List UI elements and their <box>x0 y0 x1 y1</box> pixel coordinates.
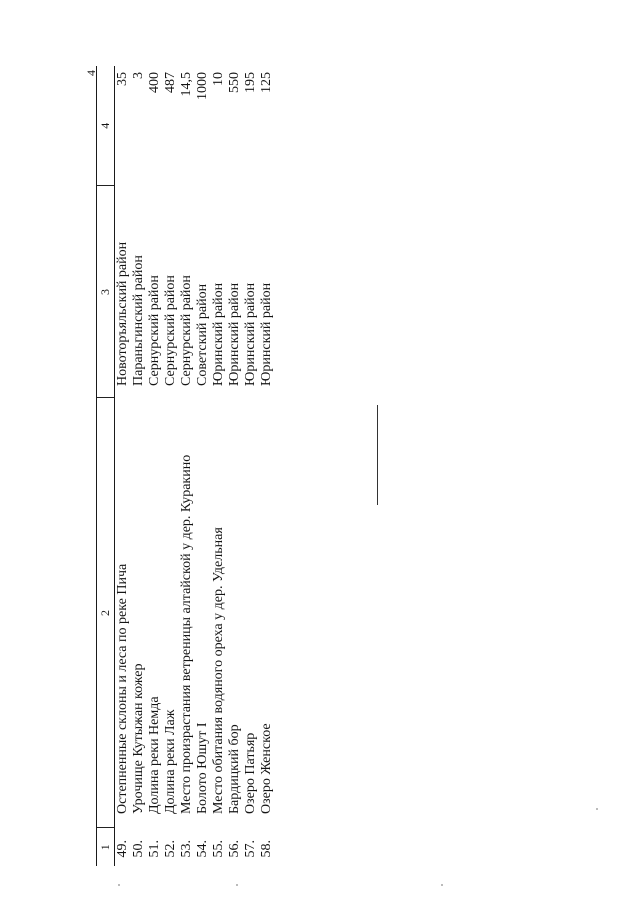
area-value: 35 <box>115 72 130 86</box>
district: Юринский район <box>227 282 242 386</box>
table-row <box>163 66 179 866</box>
district: Параньгинский район <box>131 255 146 386</box>
row-number: 54. <box>195 840 210 858</box>
signature-line <box>377 405 378 505</box>
scan-speck <box>236 884 238 886</box>
area-value: 14,5 <box>179 72 194 97</box>
district: Юринский район <box>211 282 226 386</box>
area-value: 550 <box>227 72 242 93</box>
site-name: Озеро Женское <box>259 723 274 814</box>
row-number: 52. <box>163 840 178 858</box>
area-value: 125 <box>259 72 274 93</box>
district: Советский район <box>195 283 210 386</box>
district: Юринский район <box>243 282 258 386</box>
header-col-1: 1 <box>97 828 115 866</box>
district: Юринский район <box>259 282 274 386</box>
site-name: Озеро Патьяр <box>243 732 258 814</box>
site-name: Урочище Кутыжан кожер <box>131 663 146 814</box>
site-name: Долина реки Немда <box>147 696 162 814</box>
row-number: 56. <box>227 840 242 858</box>
row-number: 58. <box>259 840 274 858</box>
page-number: 4 <box>84 70 98 76</box>
district: Сернурский район <box>179 275 194 386</box>
table-header-row <box>97 66 115 866</box>
table-row <box>179 66 195 866</box>
table-row <box>227 66 243 866</box>
row-number: 51. <box>147 840 162 858</box>
row-number: 57. <box>243 840 258 858</box>
row-number: 50. <box>131 840 146 858</box>
district: Сернурский район <box>163 275 178 386</box>
table-row <box>243 66 259 866</box>
scan-speck <box>596 808 598 810</box>
district: Новоторъяльский район <box>115 241 130 386</box>
row-number: 53. <box>179 840 194 858</box>
area-value: 3 <box>131 72 146 79</box>
table-row <box>259 66 275 866</box>
area-value: 487 <box>163 72 178 93</box>
district: Сернурский район <box>147 275 162 386</box>
table-row <box>131 66 147 866</box>
row-number: 49. <box>115 840 130 858</box>
header-col-3: 3 <box>97 186 115 398</box>
site-name: Бардицкий бор <box>227 724 242 814</box>
header-col-2: 2 <box>97 398 115 828</box>
table-row <box>211 66 227 866</box>
table-row <box>195 66 211 866</box>
area-value: 400 <box>147 72 162 93</box>
area-value: 1000 <box>195 72 210 100</box>
site-name: Место обитания водяного ореха у дер. Удельная <box>211 527 226 814</box>
area-value: 195 <box>243 72 258 93</box>
table-row <box>147 66 163 866</box>
table-row <box>115 66 132 866</box>
header-col-4: 4 <box>97 66 115 186</box>
area-value: 10 <box>211 72 226 86</box>
row-number: 55. <box>211 840 226 858</box>
protected-areas-table <box>96 66 312 866</box>
scan-speck <box>118 884 120 886</box>
site-name: Долина реки Лаж <box>163 709 178 814</box>
site-name: Место произрастания ветреницы алтайской у дер. Куракино <box>179 454 194 814</box>
site-name: Болото Юшут I <box>195 722 210 814</box>
scan-speck <box>441 884 443 886</box>
site-name: Остепненные склоны и леса по реке Пича <box>115 563 130 814</box>
